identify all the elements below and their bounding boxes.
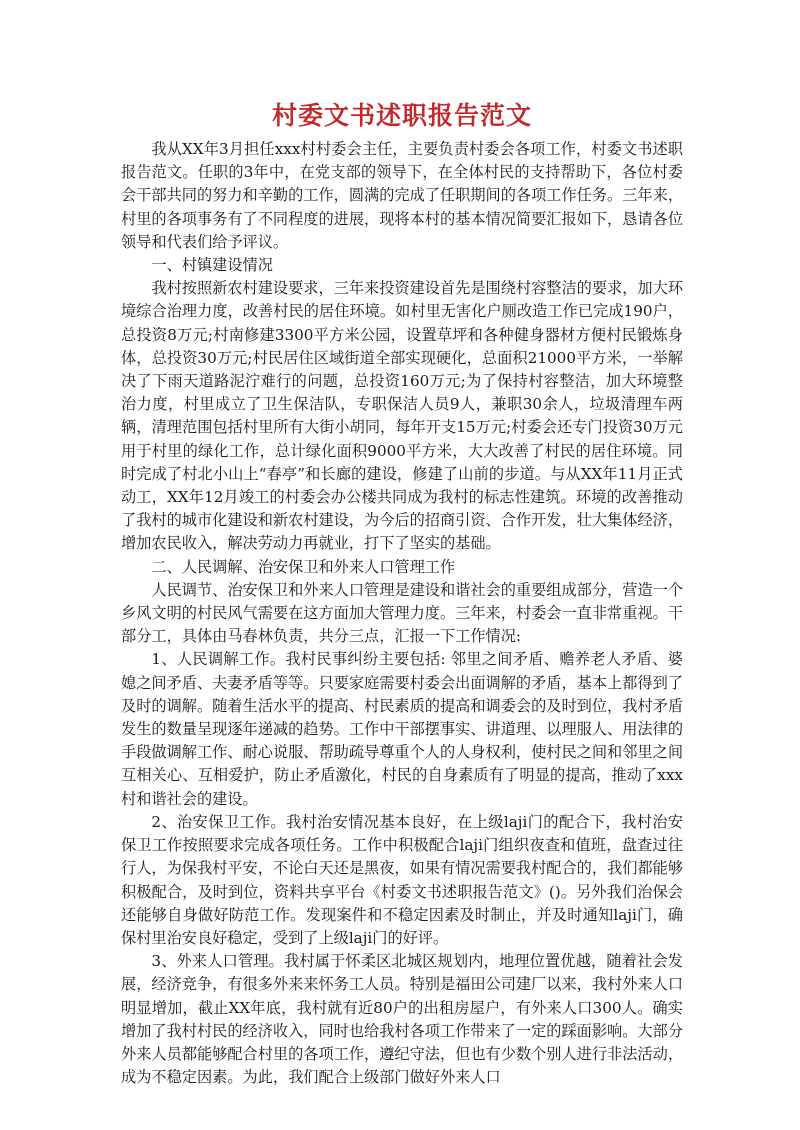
list-item-security: 2、治安保卫工作。我村治安情况基本良好，在上级laji门的配合下，我村治安保卫工作按照要求完成各项任务。工作中积极配合laji门组织夜查和值班，盘查过往行人，为保我村平安，不论白天还是黑夜，如果有情况需要我村配合的，我们都能够积极配合，及时到位，资料共享平台《村委文书述职报告范文》()。另外我们治保会还能够自身做好防范工作。发现案件和不稳定因素及时制止，并及时通知laji门，确保村里治安良好稳定，受到了上级laji门的好评。	[121, 812, 683, 947]
section-body-mediation-security: 人民调节、治安保卫和外来人口管理是建设和谐社会的重要组成部分，营造一个乡风文明的村民风气需要在这方面加大管理力度。三年来，村委会一直非常重视。干部分工，具体由马春林负责，共分三点，汇报一下工作情况:	[121, 580, 683, 646]
document-title: 村委文书述职报告范文	[271, 101, 532, 130]
section-heading-village-construction: 一、村镇建设情况	[151, 256, 273, 275]
section-body-village-construction: 我村按照新农村建设要求，三年来投资建设首先是围绕村容整洁的要求，加大环境综合治理力度，改善村民的居住环境。如村里无害化户厕改造工作已完成190户，总投资8万元;村南修建3300平方米公园，设置草坪和各种健身器材方便村民锻炼身体，总投资30万元;村民居住区域街道全部实现硬化，总面积21000平方米，一举解决了下雨天道路泥泞难行的问题，总投资160万元;为了保持村容整洁，加大环境整治力度，村里成立了卫生保洁队，专职保洁人员9人，兼职30余人，垃圾清理车两辆，清理范围包括村里所有大街小胡同，每年开支15万元;村委会还专门投资30万元用于村里的绿化工作，总计绿化面积9000平方米，大大改善了村民的居住环境。同时完成了村北小山上“春亭”和长廊的建设，修建了山前的步道。与从XX年11月正式动工，XX年12月竣工的村委会办公楼共同成为我村的标志性建筑。环境的改善推动了我村的城市化建设和新农村建设，为今后的招商引资、合作开发，壮大集体经济，增加农民收入，解决劳动力再就业，打下了坚实的基础。	[121, 279, 683, 553]
document-page	[121, 100, 683, 1089]
intro-paragraph: 我从XX年3月担任xxx村村委会主任，主要负责村委会各项工作，村委文书述职报告范文。任职的3年中，在党支部的领导下，在全体村民的支持帮助下，各位村委会干部共同的努力和辛勤的工作，圆满的完成了任职期间的各项工作任务。三年来，村里的各项事务有了不同程度的进展，现将本村的基本情况简要汇报如下，恳请各位领导和代表们给予评议。	[121, 140, 683, 251]
list-item-migrant-management: 3、外来人口管理。我村属于怀柔区北城区规划内，地理位置优越，随着社会发展，经济竞争，有很多外来来怀务工人员。特别是福田公司建厂以来，我村外来人口明显增加，截止XX年底，我村就有近80户的出租房屋户，有外来人口300人。确实增加了我村村民的经济收入，同时也给我村各项工作带来了一定的踩面影响。大部分外来人员都能够配合村里的各项工作，遵纪守法，但也有少数个别人进行非法活动，成为不稳定因素。为此，我们配合上级部门做好外来人口	[121, 952, 683, 1087]
list-item-mediation: 1、人民调解工作。我村民事纠纷主要包括: 邻里之间矛盾、赡养老人矛盾、婆媳之间矛盾、夫妻矛盾等等。只要家庭需要村委会出面调解的矛盾，基本上都得到了及时的调解。随着生活水平的提高、村民素质的提高和调委会的及时到位，我村矛盾发生的数量呈现逐年递减的趋势。工作中干部摆事实、讲道理、以理服人、用法律的手段做调解工作、耐心说服、帮助疏导尊重个人的人身权利，使村民之间和邻里之间互相关心、互相爱护，防止矛盾激化，村民的自身素质有了明显的提高，推动了xxx村和谐社会的建设。	[121, 650, 683, 808]
section-heading-mediation-security: 二、人民调解、治安保卫和外来人口管理工作	[151, 557, 456, 576]
